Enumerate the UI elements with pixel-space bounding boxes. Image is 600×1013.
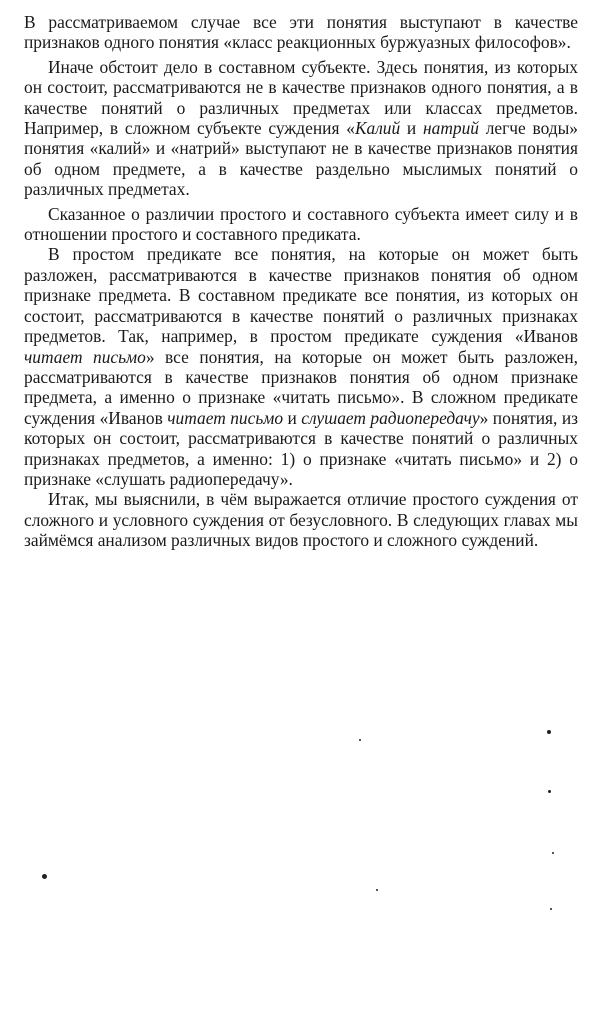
italic-term: читает письмо <box>24 346 146 367</box>
paragraph-1 <box>24 12 578 53</box>
italic-term: Калий <box>354 118 401 139</box>
text-segment: Иначе обстоит дело в составном субъекте. Здесь понятия, из которых он состоит, рассматриваются не в качестве признаков одного понятия, а в качестве понятий о различных предметах или классах предметов. Например, в сложном субъекте суждения « <box>24 56 578 139</box>
scan-speck <box>376 889 378 891</box>
text-segment: Итак, мы выяснили, в чём выражается отличие простого суждения от сложного и условного суждения от безусловного. В следующих главах мы займёмся анализом различных видов простого и сложного суждений. <box>24 489 578 551</box>
text-segment: В простом предикате все понятия, на которые он может быть разложен, рассматриваются в качестве признаков понятия об одном признаке предмета. В составном предикате все понятия, из которых он состоит, рассматриваются в качестве понятий о различных признаках предметов. Так, например, в простом предикате суждения «Иванов <box>24 244 578 347</box>
scan-speck <box>42 874 47 879</box>
scan-speck <box>359 739 361 741</box>
text-segment: В рассматриваемом случае все эти понятия выступают в качестве признаков одного понятия «класс реакционных буржуазных философов». <box>24 12 578 53</box>
italic-term: слушает радиопередачу <box>301 407 480 428</box>
scan-speck <box>550 908 552 910</box>
text-segment: и <box>400 118 423 139</box>
text-segment: легче воды» понятия «калий» и «натрий» выступают не в качестве признаков понятия об одном предмете, а в качестве раздельно мыслимых понятий о различных предметах. <box>24 118 578 200</box>
italic-term: натрий <box>423 118 479 139</box>
scan-speck <box>552 852 554 854</box>
paragraph-5 <box>24 489 578 550</box>
text-segment: » понятия, из которых он состоит, рассматриваются в качестве понятий о различных признаках предметов, а именно: 1) о признаке «читать письмо» и 2) о признаке «слушать радиопередачу». <box>24 407 579 489</box>
paragraph-2 <box>24 57 578 200</box>
scan-speck <box>548 790 551 793</box>
text-segment: » все понятия, на которые он может быть разложен, рассматриваются в качестве признаков понятия об одном признаке предмета, а именно о признаке «читать письмо». В сложном предикате суждения «Иванов <box>24 346 579 428</box>
italic-term: читает письмо <box>167 407 284 428</box>
text-segment: Сказанное о различии простого и составного субъекта имеет силу и в отношении простого и составного предиката. <box>24 203 578 245</box>
document-page <box>24 12 578 551</box>
text-segment: и <box>283 407 302 428</box>
paragraph-4 <box>24 244 578 489</box>
paragraph-3 <box>24 204 578 245</box>
scan-speck <box>547 730 551 734</box>
